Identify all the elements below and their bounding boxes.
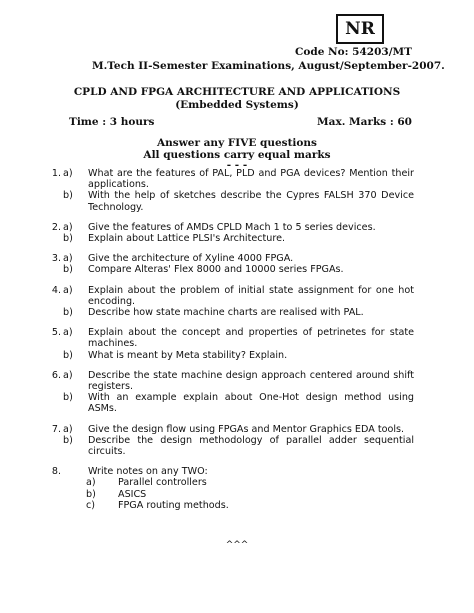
question-2 — [42, 222, 414, 244]
part-label: a) — [63, 221, 73, 233]
part-text: What is meant by Meta stability? Explain. — [88, 349, 288, 361]
note-text: ASICS — [118, 488, 147, 500]
question-number: 2. — [51, 221, 61, 233]
part-text: Give the features of AMDs CPLD Mach 1 to 5 series devices. — [88, 221, 376, 233]
end-mark: ^^^ — [225, 540, 249, 550]
question-part — [42, 435, 414, 457]
part-label: b) — [63, 349, 73, 361]
question-part — [42, 222, 414, 233]
part-label: a) — [63, 168, 73, 179]
time-allowed: Time : 3 hours — [69, 116, 155, 128]
note-item — [86, 489, 414, 500]
nr-badge-text: NR — [345, 19, 375, 39]
question-number: 3. — [51, 253, 61, 265]
max-marks: Max. Marks : 60 — [317, 116, 412, 128]
part-text: Compare Alteras' Flex 8000 and 10000 series FPGAs. — [88, 264, 344, 276]
part-text: With the help of sketches describe the Cypres FALSH 370 Device Technology. — [88, 190, 414, 213]
question-part — [42, 307, 414, 318]
part-label: a) — [63, 327, 73, 339]
instruction-answer: Answer any FIVE questions — [157, 137, 317, 149]
question-part — [42, 190, 414, 212]
part-text: Give the design flow using FPGAs and Mentor Graphics EDA tools. — [88, 423, 405, 435]
part-text: Give the architecture of Xyline 4000 FPGA. — [88, 253, 294, 265]
question-number: 6. — [51, 369, 61, 381]
question-5 — [42, 327, 414, 361]
part-label: b) — [63, 264, 73, 276]
question-part — [42, 424, 414, 435]
code-number: Code No: 54203/MT — [295, 46, 412, 58]
question-part — [42, 233, 414, 244]
part-label: a) — [63, 284, 73, 296]
part-label: b) — [63, 190, 73, 202]
part-text: Explain about Lattice PLSI's Architecture. — [88, 233, 286, 245]
question-number: 8. — [51, 466, 61, 478]
part-label: b) — [63, 392, 73, 404]
exam-title: M.Tech II-Semester Examinations, August/September-2007. — [92, 60, 445, 72]
question-part — [42, 168, 414, 190]
question-4 — [42, 285, 414, 319]
part-text: Explain about the problem of initial state assignment for one hot encoding. — [88, 284, 414, 307]
question-1 — [42, 168, 414, 213]
part-text: Describe the state machine design approach centered around shift registers. — [88, 369, 414, 393]
part-label: b) — [63, 307, 73, 319]
note-item — [86, 500, 414, 511]
paper-subtitle: (Embedded Systems) — [175, 99, 299, 111]
paper-title: CPLD AND FPGA ARCHITECTURE AND APPLICATIONS — [73, 86, 401, 98]
part-label: b) — [63, 434, 73, 446]
part-label: a) — [63, 423, 73, 435]
part-label: a) — [63, 369, 73, 381]
part-label: a) — [63, 253, 73, 265]
instruction-equal-marks: All questions carry equal marks — [143, 149, 331, 161]
part-text: Describe how state machine charts are realised with PAL. — [88, 307, 364, 319]
question-number: 1. — [51, 168, 61, 179]
question-number: 4. — [51, 284, 61, 296]
separator: - - - — [226, 159, 248, 171]
note-label: a) — [86, 477, 96, 489]
question-part — [42, 466, 414, 477]
question-part — [42, 392, 414, 414]
question-7 — [42, 424, 414, 458]
question-6 — [42, 370, 414, 415]
part-text: Explain about the concept and properties of petrinetes for state machines. — [88, 327, 414, 350]
question-part — [42, 285, 414, 307]
part-text: With an example explain about One-Hot design method using ASMs. — [88, 392, 414, 415]
part-text: Write notes on any TWO: — [88, 466, 208, 478]
note-item — [86, 477, 414, 488]
question-3 — [42, 253, 414, 275]
question-number: 7. — [51, 423, 61, 435]
question-part — [42, 327, 414, 349]
note-label: c) — [86, 499, 96, 511]
question-part — [42, 370, 414, 392]
note-text: FPGA routing methods. — [118, 499, 229, 511]
question-part — [42, 350, 414, 361]
part-text: Describe the design methodology of parallel adder sequential circuits. — [88, 434, 414, 458]
question-part — [42, 253, 414, 264]
question-list — [42, 168, 414, 520]
question-part — [42, 264, 414, 275]
question-8 — [42, 466, 414, 511]
part-label: b) — [63, 233, 73, 245]
note-label: b) — [86, 488, 96, 500]
note-text: Parallel controllers — [118, 477, 207, 489]
nr-badge — [336, 14, 384, 44]
part-text: What are the features of PAL, PLD and PGA devices? Mention their applications. — [88, 168, 414, 191]
question-number: 5. — [51, 327, 61, 339]
